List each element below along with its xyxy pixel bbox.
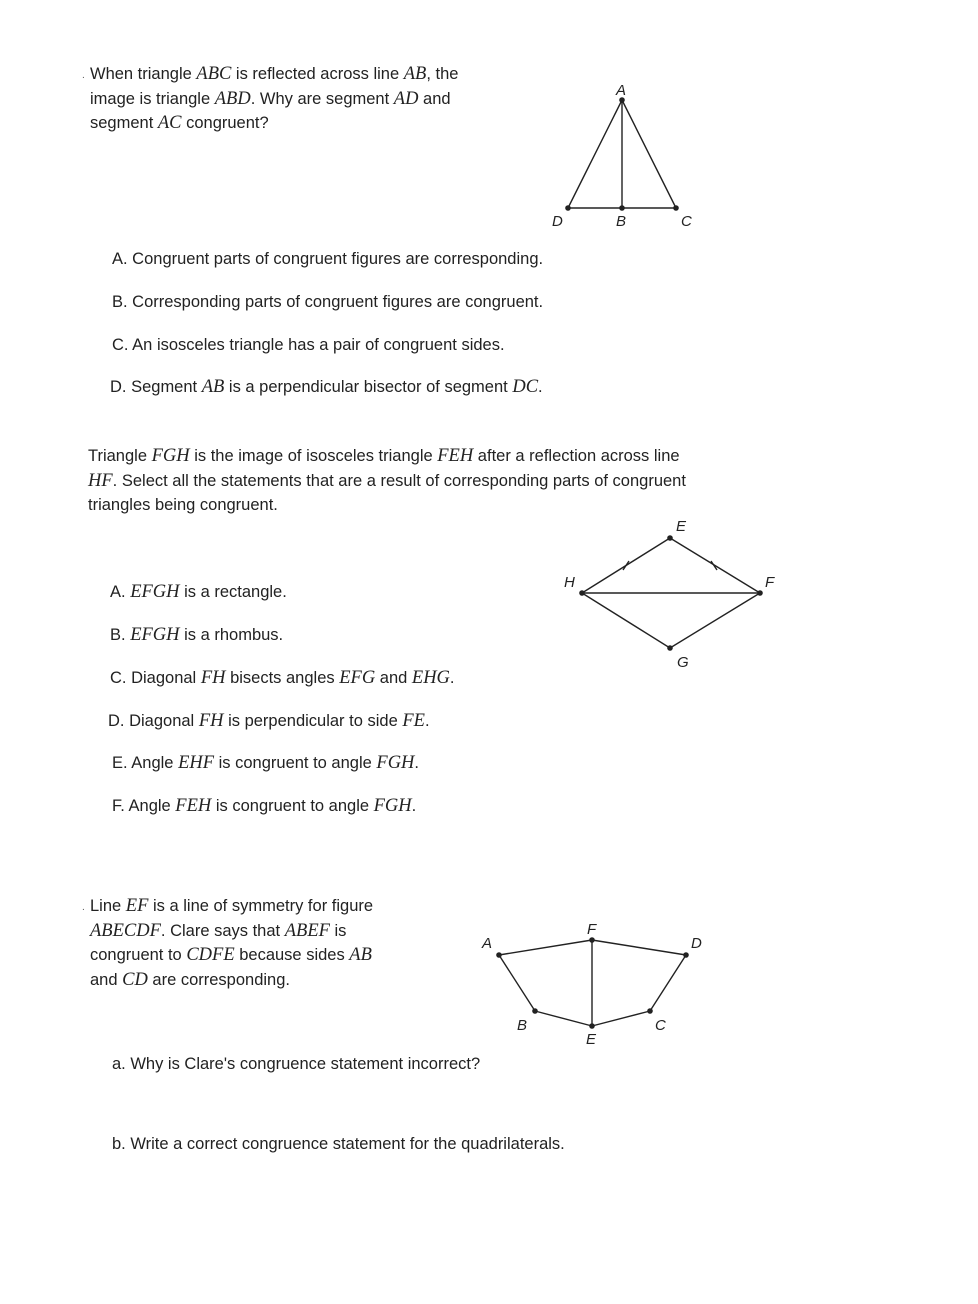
- label-b: B: [517, 1017, 528, 1034]
- problem3-line-2: ABECDF. Clare says that ABEF is: [90, 920, 347, 941]
- problem1-line-1: When triangle ABC is reflected across line AB, the: [90, 64, 459, 84]
- problem2-choice-b[interactable]: B. EFGH is a rhombus.: [110, 625, 284, 645]
- problem2-choice-d[interactable]: D. Diagonal FH is perpendicular to side FE.: [108, 711, 430, 731]
- problem1-choice-c[interactable]: C. An isosceles triangle has a pair of congruent sides.: [112, 336, 505, 354]
- problem1-choice-a[interactable]: A. Congruent parts of congruent figures are corresponding.: [112, 250, 544, 268]
- problem1-line-2: image is triangle ABD. Why are segment AD and: [90, 88, 451, 109]
- problem2-choice-f[interactable]: F. Angle FEH is congruent to angle FGH.: [112, 796, 417, 816]
- problem2-line-3: triangles being congruent.: [88, 496, 278, 514]
- label-d: D: [552, 213, 563, 230]
- label-c: C: [655, 1017, 666, 1034]
- problem2-choice-a[interactable]: A. EFGH is a rectangle.: [110, 582, 287, 602]
- problem3-marker: .: [82, 902, 85, 913]
- problem2-line-2: HF. Select all the statements that are a result of corresponding parts of congruent: [88, 470, 686, 491]
- label-b: B: [616, 213, 627, 230]
- problem2-line-1: Triangle FGH is the image of isosceles triangle FEH after a reflection across line: [88, 446, 680, 466]
- problem2-choice-e[interactable]: E. Angle EHF is congruent to angle FGH.: [112, 753, 420, 773]
- problem2-choice-c[interactable]: C. Diagonal FH bisects angles EFG and EHG.: [110, 668, 455, 688]
- label-f: F: [765, 574, 775, 591]
- problem1-marker: .: [82, 70, 85, 81]
- problem3-line-4: and CD are corresponding.: [90, 969, 290, 990]
- problem3-line-1: Line EF is a line of symmetry for figure: [90, 896, 374, 916]
- label-h: H: [564, 574, 575, 591]
- label-d: D: [691, 935, 702, 952]
- label-f: F: [587, 921, 597, 938]
- label-e: E: [586, 1031, 597, 1048]
- label-a: A: [482, 935, 493, 952]
- label-e: E: [676, 518, 687, 535]
- problem1-line-3: segment AC congruent?: [90, 113, 269, 133]
- label-c: C: [681, 213, 692, 230]
- problem3-part-a: a. Why is Clare's congruence statement incorrect?: [112, 1055, 481, 1073]
- label-a: A: [616, 82, 627, 99]
- problem3-part-b: b. Write a correct congruence statement for the quadrilaterals.: [112, 1135, 565, 1153]
- label-g: G: [677, 654, 689, 671]
- problem3-line-3: congruent to CDFE because sides AB: [90, 945, 372, 965]
- problem1-choice-d[interactable]: D. Segment AB is a perpendicular bisector of segment DC.: [110, 377, 543, 397]
- problem1-choice-b[interactable]: B. Corresponding parts of congruent figures are congruent.: [112, 293, 544, 311]
